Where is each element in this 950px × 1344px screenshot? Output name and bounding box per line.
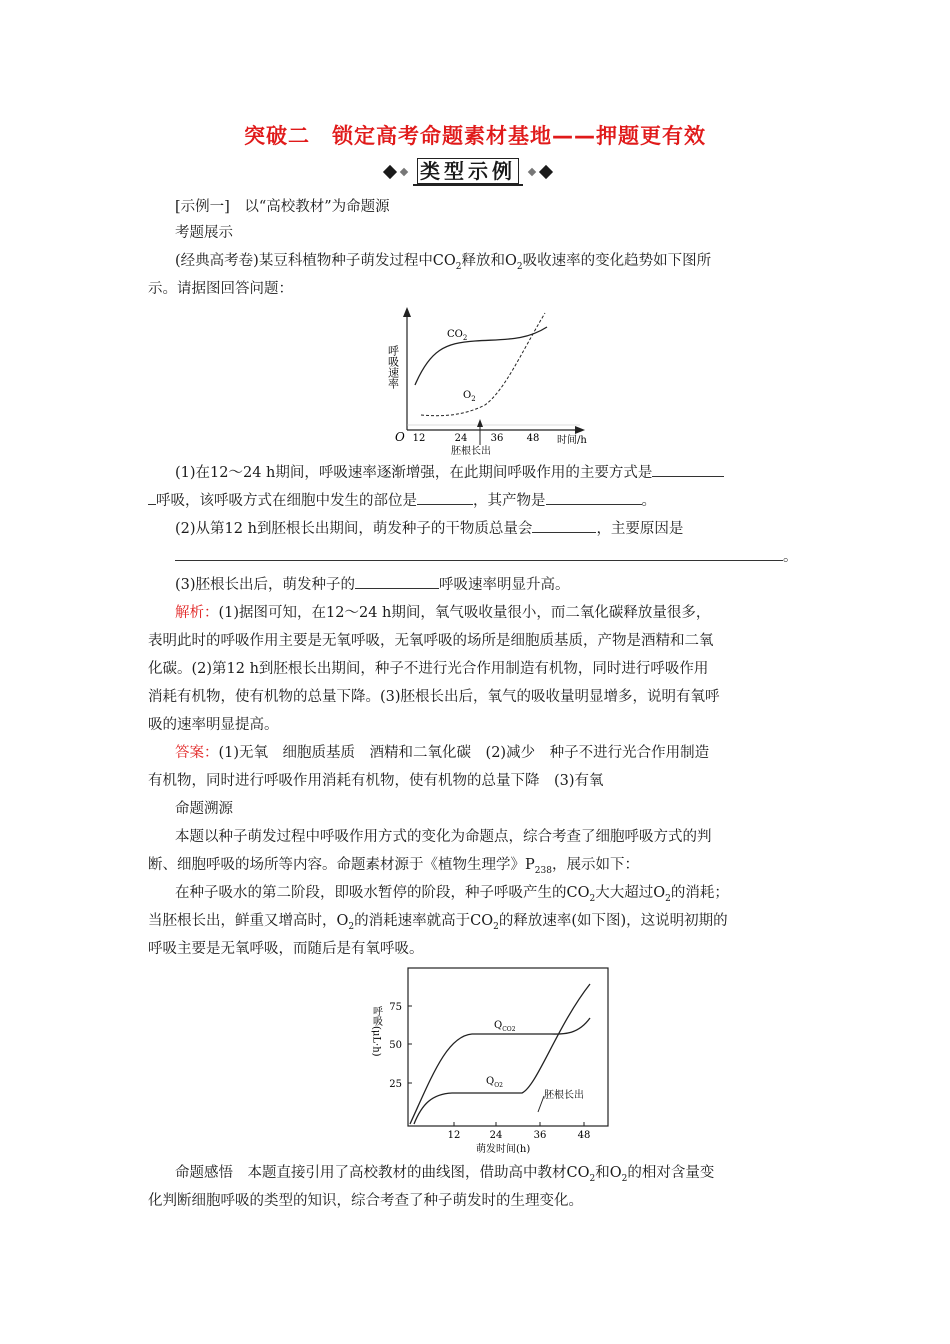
ganwu-line1: 命题感悟 本题直接引用了高校教材的曲线图，借助高中教材$CO_2$和$O_2$的相对含量变 (175, 1165, 715, 1184)
blank-2[interactable] (417, 490, 473, 505)
ganwu-line2: 化判断细胞呼吸的类型的知识，综合考查了种子萌发时的生理变化。 (148, 1193, 583, 1209)
blank-5[interactable] (175, 546, 783, 561)
x-tick-24: 24 (489, 1130, 503, 1141)
suyuan-line5: 呼吸主要是无氧呼吸，而随后是有氧呼吸。 (148, 941, 424, 957)
annotation-label: 胚根长出 (544, 1090, 584, 1101)
banner-label (413, 158, 523, 186)
diamond-icon (400, 168, 408, 176)
q1-line1: (1)在12～24 h期间，呼吸速率逐渐增强，在此期间呼吸作用的主要方式是 (175, 462, 724, 484)
q3-line: (3)胚根长出后，萌发种子的 呼吸速率明显升高。 (175, 574, 570, 596)
diamond-icon (539, 165, 553, 179)
origin-label: O (395, 430, 405, 444)
q-co2-curve (410, 1018, 590, 1124)
tick-24: 24 (454, 433, 468, 444)
blank-3[interactable] (546, 490, 642, 505)
plot-frame (408, 968, 608, 1126)
x-axis-label: 萌发时间(h) (476, 1144, 531, 1155)
suyuan-line1: 本题以种子萌发过程中呼吸作用方式的变化为命题点，综合考查了细胞呼吸方式的判 (175, 829, 712, 845)
diamond-icon (528, 168, 536, 176)
question-intro-2: 示。请据图回答问题： (148, 281, 293, 297)
blank-6[interactable] (355, 574, 439, 589)
y-axis-label: 呼吸(μL·h) (370, 1006, 382, 1057)
diamond-icon (383, 165, 397, 179)
x-tick-36: 36 (533, 1130, 547, 1141)
jiexi-line4: 消耗有机物，使有机物的总量下降。(3)胚根长出后，氧气的吸收量明显增多，说明有氧呼 (148, 689, 720, 705)
blank-1[interactable] (652, 462, 724, 477)
jiexi-line1: 解析：(1)据图可知，在12～24 h期间，氧气吸收量很小，而二氧化碳释放量很多， (175, 605, 711, 621)
q1-line2: 呼吸，该呼吸方式在细胞中发生的部位是 ，其产物是 。 (148, 490, 656, 512)
x-axis-arrow (575, 426, 585, 434)
x-tick-12: 12 (447, 1130, 461, 1141)
suyuan-line4: 当胚根长出，鲜重又增高时，$O_2$的消耗速率就高于$CO_2$的释放速率(如下图)，这说明初期的 (148, 913, 728, 932)
y-tick-50: 50 (389, 1040, 402, 1051)
q2-line1: (2)从第12 h到胚根长出期间，萌发种子的干物质总量会 ，主要原因是 (175, 518, 683, 540)
tick-48: 48 (526, 433, 540, 444)
daan-line1: 答案：(1)无氧 细胞质基质 酒精和二氧化碳 (2)减少 种子不进行光合作用制造 (175, 745, 710, 761)
blank-4[interactable] (532, 518, 596, 533)
arrow-label: 胚根长出 (451, 446, 491, 455)
y-axis-label: 呼吸速率 (386, 345, 400, 389)
arrow-icon (477, 419, 483, 427)
tick-36: 36 (490, 433, 504, 444)
section-heading-kaoti: 考题展示 (175, 225, 233, 241)
co2-label: $CO_2$ (447, 329, 468, 342)
suyuan-line2: 断、细胞呼吸的场所等内容。命题素材源于《植物生理学》$P_{238}$，展示如下： (148, 857, 639, 876)
chart-seed-respiration (362, 966, 612, 1156)
banner-text: 类型示例 (417, 158, 519, 184)
q2-line2: 。 (175, 546, 798, 568)
o2-curve (421, 313, 545, 416)
daan-line2: 有机物，同时进行呼吸作用消耗有机物，使有机物的总量下降 (3)有氧 (148, 773, 604, 789)
jiexi-line5: 吸的速率明显提高。 (148, 717, 279, 733)
y-tick-25: 25 (389, 1079, 402, 1090)
x-axis-label: 时间/h (557, 435, 587, 446)
daan-label: 答案： (175, 745, 219, 761)
question-intro: (经典高考卷)某豆科植物种子萌发过程中$CO_2$释放和$O_2$吸收速率的变化趋势如下图所 (175, 253, 712, 272)
chart-respiration-rate (385, 305, 595, 455)
blank-1-cont[interactable] (148, 490, 156, 505)
example-tag: [示例一] 以“高校教材”为命题源 (175, 199, 390, 215)
page-title: 突破二 锁定高考命题素材基地——押题更有效 (244, 124, 706, 148)
y-axis-arrow (403, 307, 411, 317)
q-o2-label: $Q_{O2}$ (486, 1076, 503, 1089)
tick-12: 12 (412, 433, 426, 444)
jiexi-label: 解析： (175, 605, 219, 621)
section-heading-suyuan: 命题溯源 (175, 801, 233, 817)
o2-label: $O_2$ (463, 390, 476, 403)
q-co2-label: $Q_{CO2}$ (494, 1020, 516, 1033)
co2-curve (415, 327, 547, 385)
suyuan-line3: 在种子吸水的第二阶段，即吸水暂停的阶段，种子呼吸产生的$CO_2$大大超过$O_2$的消耗； (175, 885, 729, 904)
y-tick-75: 75 (389, 1002, 402, 1013)
q-o2-curve (414, 984, 590, 1124)
jiexi-line2: 表明此时的呼吸作用主要是无氧呼吸，无氧呼吸的场所是细胞质基质，产物是酒精和二氧 (148, 633, 714, 649)
x-tick-48: 48 (577, 1130, 591, 1141)
jiexi-line3: 化碳。(2)第12 h到胚根长出期间，种子不进行光合作用制造有机物，同时进行呼吸作用 (148, 661, 709, 677)
section-banner (385, 158, 551, 186)
